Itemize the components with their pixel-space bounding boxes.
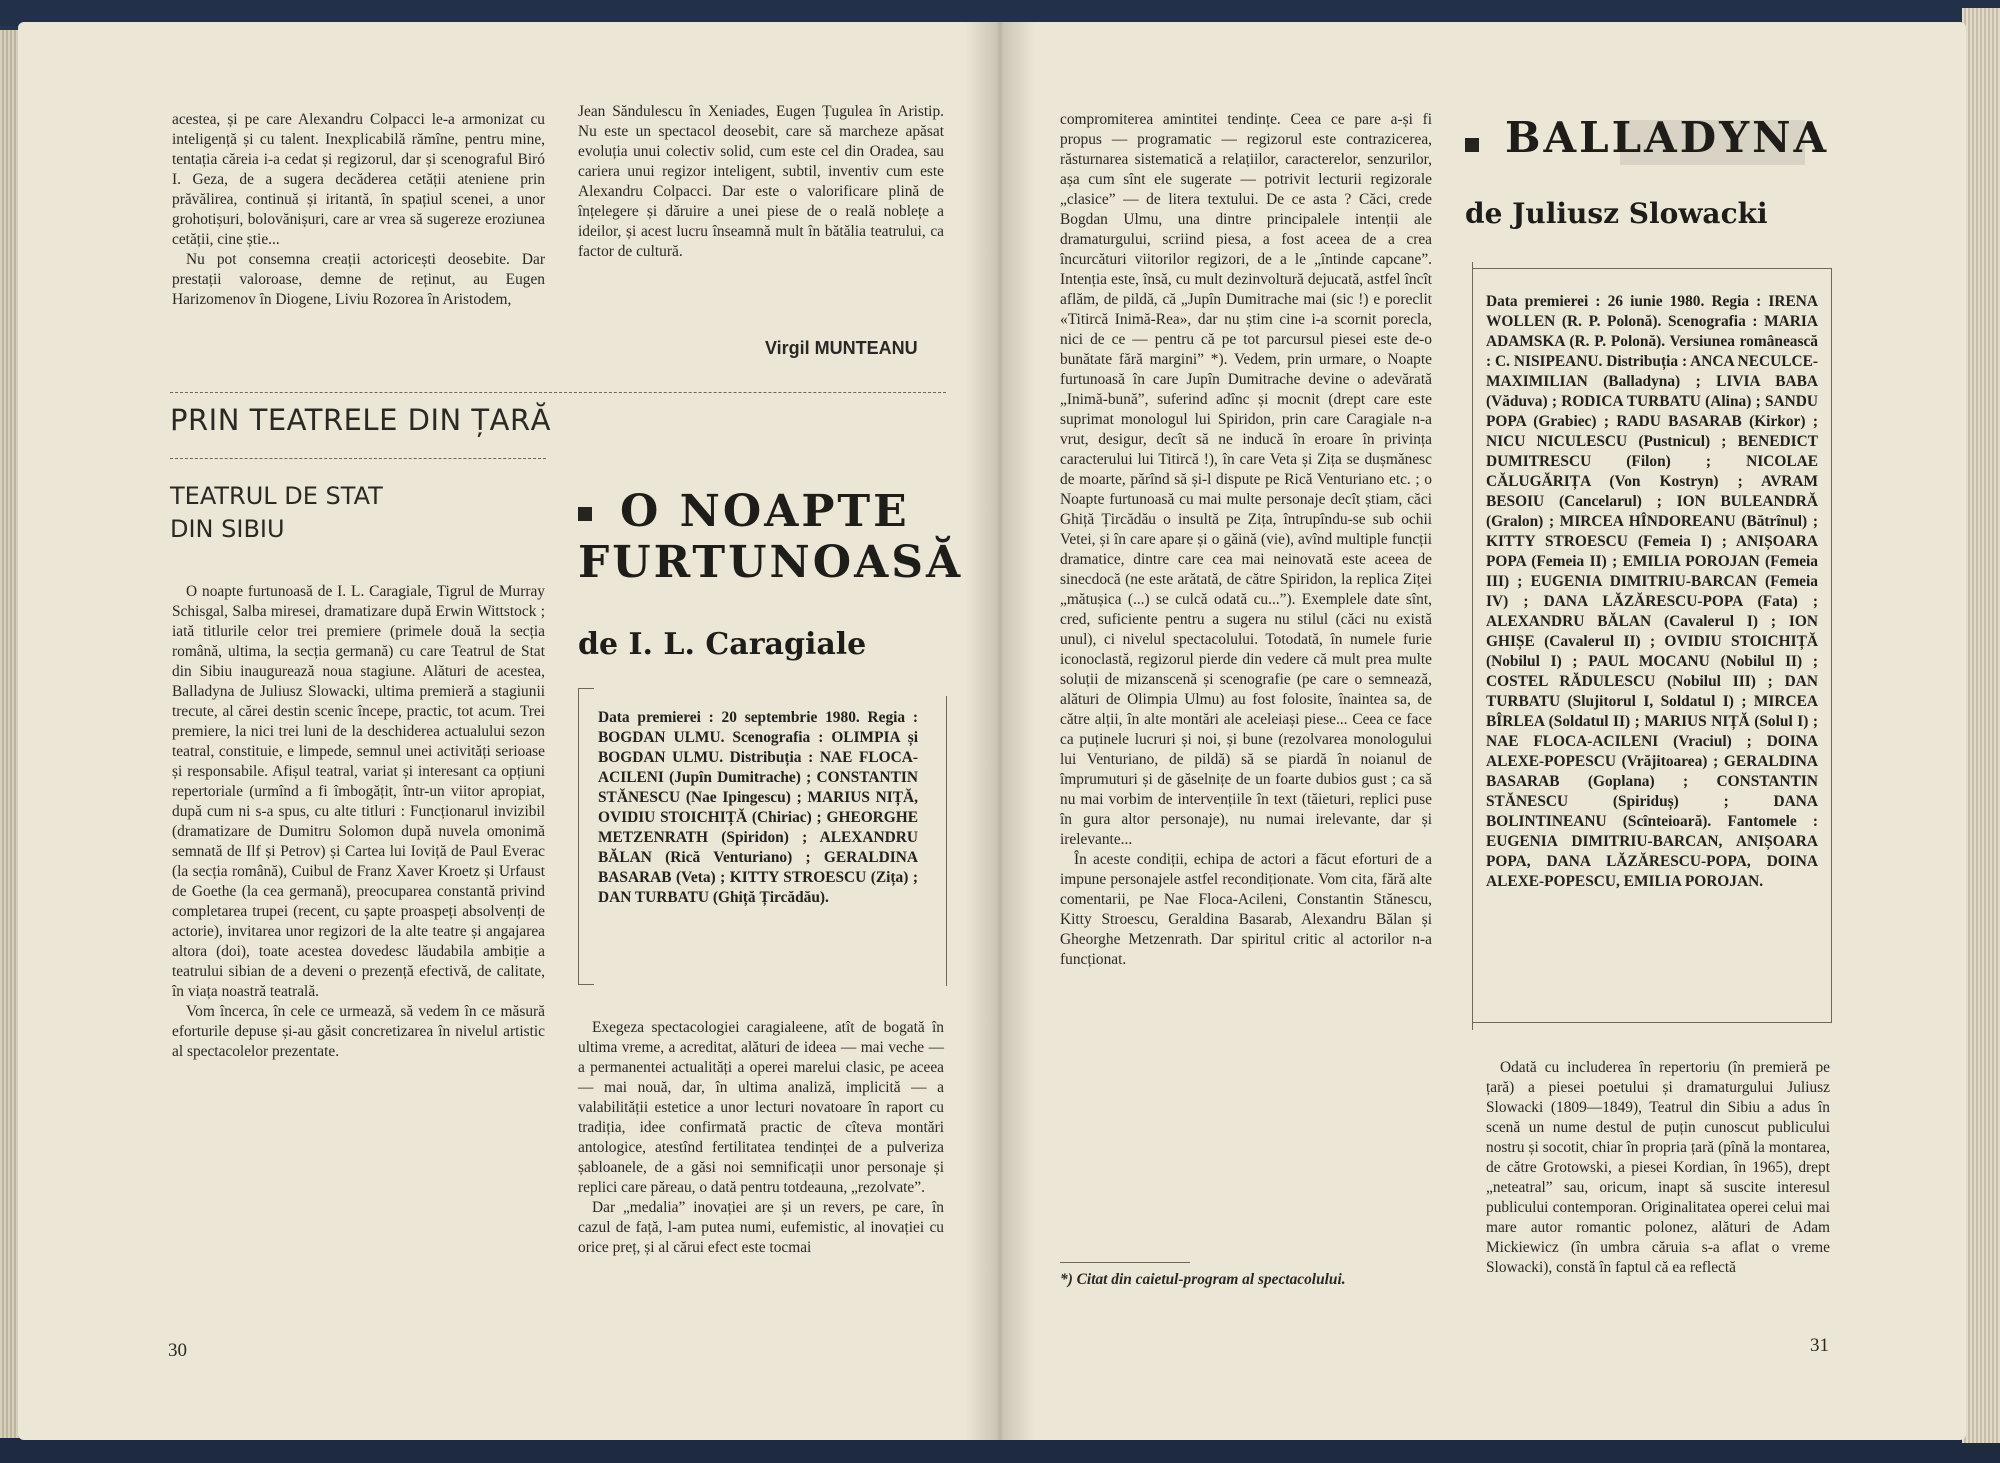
paragraph: Jean Săndulescu în Xeniades, Eugen Țugulea în Aristip. Nu este un spectacol deosebit, care să marcheze apăsat evoluția unui colectiv solid, cum este cel din Oradea, sau cariera unui regizor inteligent, subtil, inventiv cum este Alexandru Colpacci. Dar este o valorificare plină de înțelegere și dăruire a unei piese de o reală noblețe a ideilor, și acest lucru înseamnă mult în bătălia teatrului, ca factor de cultură.: [578, 103, 944, 260]
theatre-name-line2: DIN SIBIU: [170, 515, 285, 543]
paragraph: Vom încerca, în cele ce urmează, să vedem în ce măsură eforturile depuse și-au găsit concretizarea în nivelul artistic al spectacolelor prezentate.: [172, 1003, 545, 1060]
credits-frame-bottom: [1472, 1022, 1832, 1023]
play-title: BALLADYNA: [1505, 113, 1830, 162]
paragraph: Nu pot consemna creații actoricești deosebite. Dar prestații valoroase, demne de reținut, au Eugen Harizomenov în Diogene, Liviu Rozorea în Aristodem,: [172, 251, 545, 308]
credits-frame-left: [578, 688, 579, 984]
credits-text: Data premierei : 26 iunie 1980. Regia : IRENA WOLLEN (R. P. Polonă). Scenografia : MARIA ADAMSKA (R. P. Polonă). Versiunea românească : C. NISIPEANU. Distribuția : ANCA NECULCE-MAXIMILIAN (Balladyna) ; LIVIA BABA (Văduva) ; RODICA TURBATU (Alina) ; SANDU POPA (Grabiec) ; RADU BASARAB (Kirkor) ; NICU NICULESCU (Pustnicul) ; BENEDICT DUMITRESCU (Filon) ; NICOLAE CĂLUGĂRIȚA (Von Kostryn) ; AVRAM BESOIU (Cancelarul) ; ION BULEANDRĂ (Gralon) ; MIRCEA HÎNDOREANU (Bătrînul) ; KITTY STROESCU (Femeia I) ; ANIȘOARA POPA (Femeia II) ; EMILIA POROJAN (Femeia III) ; EUGENIA DIMITRIU-BARCAN (Femeia IV) ; DANA LĂZĂRESCU-POPA (Fata) ; ALEXANDRU BĂLAN (Cavalerul I) ; ION GHIȘE (Cavalerul II) ; OVIDIU STOICHIȚĂ (Nobilul I) ; PAUL MOCANU (Nobilul II) ; COSTEL RĂDULESCU (Nobilul III) ; DAN TURBATU (Slujitorul I, Soldatul I) ; MIRCEA BÎRLEA (Soldatul II) ; MARIUS NIȚĂ (Solul I) ; NAE FLOCA-ACILENI (Vraciul) ; DOINA ALEXE-POPESCU (Vrăjitoarea) ; GERALDINA BASARAB (Goplana) ; CONSTANTIN STĂNESCU (Spiriduș) ; DANA BOLINTINEANU (Scînteioară). Fantomele : EUGENIA DIMITRIU-BARCAN, ANIȘOARA POPA, DANA LĂZĂRESCU-POPA, DOINA ALEXE-POPESCU, EMILIA POROJAN.: [1486, 293, 1818, 890]
paragraph: compromiterea amintitei tendințe. Ceea ce pare a-și fi propus — programatic — regizorul este contrazicerea, răsturnarea sistematică a relațiilor, caracterelor, senzurilor, așa cum sînt ele sugerate — potrivit lecturii regizorale „clasice” — de litera textului. De ce asta ? Căci, crede Bogdan Ulmu, una dintre principalele intenții ale dramaturgului, scriind piesa, a fost aceea de a crea încurcături viitorilor regizori, de a le „întinde capcane”. Intenția este, însă, cu mult dezinvoltură dejucată, astfel încît aflăm, de pildă, că „Jupîn Dumitrache mai (sic !) e poreclit «Titircă Inimă-Rea», dar nu știm cine i-a scornit porecla, nici de ce — pentru că pe tot parcursul piesei este de-o bunătate fără margini” *). Vedem, prin urmare, o Noapte furtunoasă în care Jupîn Dumitrache devine o adevărată „Inimă-bună”, suferind adînc și mocnit (drept care este suprimat monologul lui Spiridon, prin care Caragiale n-a vrut, desigur, decît să ne inducă în eroare în privința caracterului lui Titircă !), în care Veta și Zița se dușmănesc de moarte, părînd să și-l dispute pe Rică Venturiano etc. ; o Noapte furtunoasă cu mai multe personaje decît știam, căci Ghiță Țircădău o insultă pe Zița, întrupîndu-se sub ochii Vetei, și în care apare și o găină (vie), avînd multiple funcții dramatice, dintre care cea mai neinovată este aceea de sinecdocă (ne este arătată, de către Spiridon, la replica Ziței „mătușica (...) se culcă odată cu...”). Exemplele date sînt, cred, suficiente pentru a sugera nu stilul (căci nu există unul), ci nivelul spectacolului. Totodată, în numele furie iconoclastă, regizorul pierde din vedere că mult prea multe soluții de mizanscenă și scenografie (pe care o semnează, alături de Olimpia Ulmu) au fost folosite, înaintea sa, de către alții, în alte montări ale aceleiași piese... Ceea ce face ca puținele lucruri și noi, și bune (rezolvarea monologului lui Venturiano, de pildă) să se piardă în noianul de împrumuturi și de găselnițe de un foarte dubios gust ; ca să nu mai vorbim de intervențiile în text (tăieturi, replici puse în gura altor personaje), nu numai irelevante, dar și irelevante...: [1060, 111, 1432, 848]
footnote-rule: [1060, 1262, 1190, 1263]
credits-frame-right: [1831, 268, 1832, 1022]
divider: [170, 458, 546, 459]
play-author: de I. L. Caragiale: [578, 627, 867, 662]
paragraph: Exegeza spectacologiei caragialeene, atît de bogată în ultima vreme, a acreditat, alături de ideea — mai veche — a permanentei actualități a operei marelui clasic, pe aceea — mai nouă, dar, în ultima analiză, implicită — a valabilității estetice a unor lecturi novatoare în raport cu tradiția, idee confirmată practic de cîteva montări antologice, atestînd fertilitatea tendinței de a pulveriza șabloanele, de a găsi noi semnificații unor personaje și replici care păreau, o dată pentru totdeauna, „rezolvate”.: [578, 1019, 944, 1196]
left-col1-intro: [172, 582, 545, 1062]
divider: [170, 392, 946, 393]
play-title-line2: FURTUNOASĂ: [578, 537, 964, 588]
paragraph: acestea, și pe care Alexandru Colpacci le-a armonizat cu inteligență și cu talent. Inexplicabilă rămîne, pentru mine, tentația căreia i-a cedat și regizorul, dar și scenograful Biró I. Geza, de a sugera decăderea cetății ateniene prin prăvălirea, continuă și iritantă, în spațiul scenei, a unor grohotișuri, bolovănișuri, care ar vrea să sugereze eroziunea cetății, cine știe...: [172, 111, 545, 248]
right-col2-text: [1486, 1058, 1830, 1278]
left-col1-continuation: [172, 110, 545, 310]
page-number: 31: [1810, 1335, 1829, 1356]
right-col1-review: [1060, 110, 1432, 970]
play-credits: [598, 708, 918, 908]
credits-frame-top: [1472, 268, 1832, 269]
footnote: *) Citat din caietul-program al spectacolului.: [1060, 1271, 1346, 1288]
credits-frame-left: [1472, 262, 1473, 1030]
paragraph: În aceste condiții, echipa de actori a făcut eforturi de a impune personajele astfel recondiționate. Vom cita, fără alte comentarii, pe Nae Floca-Acileni, Constantin Stănescu, Kitty Stroescu, Geraldina Basarab, Alexandru Bălan și Gheorghe Metzenrath. Dar spiritul critic al actorilor n-a funcționat.: [1060, 851, 1432, 968]
play-title-line1: O NOAPTE: [620, 486, 910, 537]
credits-frame-right: [946, 696, 947, 986]
square-bullet-icon: [1465, 138, 1479, 152]
author-signature: Virgil MUNTEANU: [765, 338, 918, 358]
left-col2-review: [578, 1018, 944, 1258]
credits-frame-top: [578, 688, 594, 689]
page-edges-right: [1962, 8, 2000, 1443]
page-number: 30: [168, 1340, 187, 1361]
theatre-name-line1: TEATRUL DE STAT: [170, 482, 383, 510]
paragraph: Odată cu includerea în repertoriu (în premieră pe țară) a piesei poetului și dramaturgului Juliusz Slowacki (1809—1849), Teatrul din Sibiu a adus în scenă un nume destul de puțin cunoscut publicului nostru și socotit, chiar în propria țară (pînă la montarea, de către Grotowski, a piesei Kordian, în 1965), drept „neteatral” sau, oricum, inapt să suscite interesul publicului contemporan. Originalitatea operei celui mai mare autor romantic polonez, alături de Adam Mickiewicz (în umbra căruia s-a aflat o vreme Slowacki), constă în faptul că ea reflectă: [1486, 1059, 1830, 1276]
book-gutter: [965, 22, 1035, 1440]
credits-text: Data premierei : 20 septembrie 1980. Regia : BOGDAN ULMU. Scenografia : OLIMPIA și BOGDAN ULMU. Distribuția : NAE FLOCA-ACILENI (Jupîn Dumitrache) ; CONSTANTIN STĂNESCU (Nae Ipingescu) ; MARIUS NIȚĂ, OVIDIU STOICHIȚĂ (Chiriac) ; GHEORGHE METZENRATH (Spiridon) ; ALEXANDRU BĂLAN (Rică Venturiano) ; GERALDINA BASARAB (Veta) ; KITTY STROESCU (Zița) ; DAN TURBATU (Ghiță Țircădău).: [598, 709, 918, 906]
left-col2-continuation: [578, 102, 944, 262]
square-bullet-icon: [578, 507, 592, 521]
paragraph: O noapte furtunoasă de I. L. Caragiale, Tigrul de Murray Schisgal, Salba miresei, dramatizare după Erwin Wittstock ; iată titlurile celor trei premiere (primele două la secția română, ultima, la secția germană) cu care Teatrul de Stat din Sibiu inaugurează noua stagiune. Alături de acestea, Balladyna de Juliusz Slowacki, ultima premieră a stagiunii trecute, al cărei destin scenic începe, practic, tot acum. Trei premiere, la nici trei luni de la deschiderea actualului sezon teatral, constituie, e limpede, semnul unei activități serioase și responsabile. Afișul teatral, variat și interesant ca opțiuni repertoriale (urmînd a fi îmbogățit, într-un viitor apropiat, după cum ni s-a spus, cu alte titluri : Funcționarul invizibil (dramatizare de Dumitru Solomon după nuvela omonimă semnată de Ilf și Petrov) și Cartea lui Ioviță de Paul Everac (la secția română), Cuibul de Franz Xaver Kroetz și Urfaust de Goethe (la cea germană), preocuparea constantă privind completarea trupei (recent, cu șapte proaspeți absolvenți de actorie), invitarea unor regizori de la alte teatre și angajarea altora (doi), toate acestea dovedesc lăudabila ambiție a teatrului sibian de a deveni o prezență efectivă, de calitate, în viața noastră teatrală.: [172, 583, 545, 1000]
paragraph: Dar „medalia” inovației are și un revers, pe care, în cazul de față, l-am putea numi, eufemistic, al inovației cu orice preț, și al cărui efect este tocmai: [578, 1199, 944, 1256]
play-credits: [1486, 292, 1818, 892]
section-title: PRIN TEATRELE DIN ȚARĂ: [170, 403, 551, 437]
play-author: de Juliusz Slowacki: [1465, 197, 1768, 230]
book-cover-bottom: [0, 1438, 2000, 1463]
credits-frame-bottom: [578, 984, 594, 985]
